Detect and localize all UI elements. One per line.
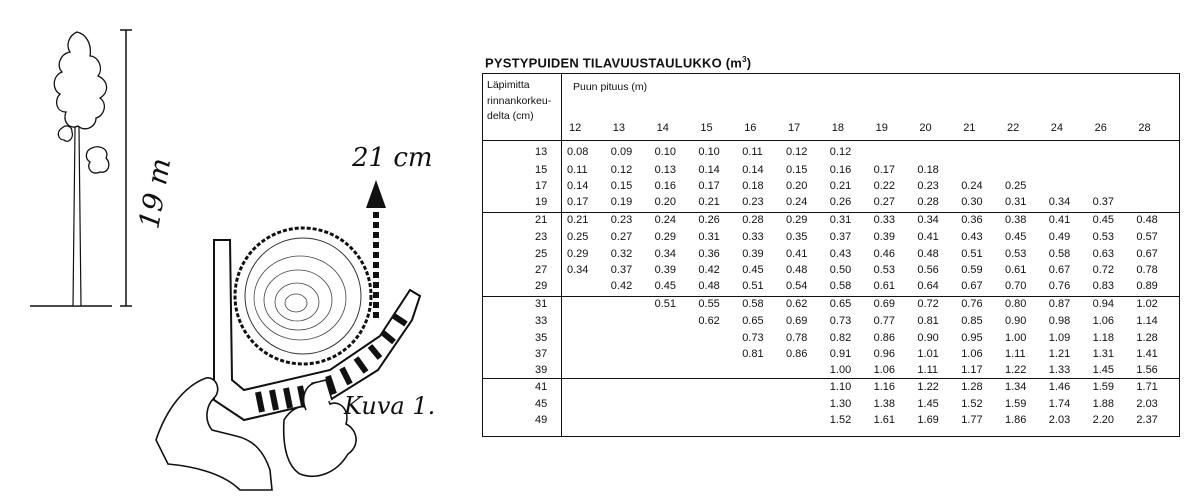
volume-cell: 0.53	[1005, 248, 1027, 260]
volume-cell: 1.14	[1136, 315, 1158, 327]
volume-cell: 0.70	[1005, 280, 1027, 292]
volume-cell: 1.00	[829, 364, 852, 376]
diameter-row-label: 49	[535, 414, 548, 426]
volume-cell: 0.25	[567, 231, 589, 243]
volume-cell: 0.31	[1005, 196, 1027, 208]
volume-cell: 0.26	[829, 196, 852, 208]
volume-cell: 0.34	[654, 248, 677, 260]
volume-cell: 0.23	[917, 180, 939, 192]
volume-cell: 0.14	[567, 180, 589, 192]
volume-cell: 1.52	[829, 414, 852, 426]
volume-cell: 0.43	[829, 248, 852, 260]
length-column-header: 13	[612, 122, 626, 134]
volume-cell: 0.87	[1048, 298, 1071, 310]
volume-cell: 0.24	[786, 196, 808, 208]
log-cross-section-icon	[235, 228, 371, 364]
volume-cell: 0.72	[917, 298, 939, 310]
volume-cell: 0.76	[961, 298, 983, 310]
volume-cell: 0.25	[1005, 180, 1027, 192]
volume-cell: 0.21	[829, 180, 852, 192]
volume-cell: 0.19	[610, 196, 633, 208]
diameter-row-label: 31	[535, 298, 548, 310]
volume-cell: 0.63	[1092, 248, 1115, 260]
volume-cell: 0.65	[829, 298, 852, 310]
volume-cell: 0.77	[873, 315, 896, 327]
volume-cell: 1.16	[873, 381, 896, 393]
volume-cell: 0.22	[873, 180, 896, 192]
volume-cell: 0.45	[654, 280, 677, 292]
volume-cell: 1.22	[1005, 364, 1027, 376]
volume-cell: 0.69	[873, 298, 896, 310]
volume-cell: 2.03	[1136, 398, 1158, 410]
volume-cell: 1.06	[1092, 315, 1115, 327]
volume-cell: 0.33	[742, 231, 764, 243]
length-column-header: 28	[1138, 122, 1151, 134]
volume-cell: 0.89	[1136, 280, 1158, 292]
volume-cell: 1.77	[961, 414, 983, 426]
volume-cell: 0.58	[742, 298, 764, 310]
volume-cell: 0.35	[786, 231, 808, 243]
volume-cell: 1.11	[1005, 348, 1026, 360]
volume-cell: 0.53	[873, 264, 896, 276]
volume-cell: 0.41	[786, 248, 808, 260]
volume-cell: 1.30	[829, 398, 852, 410]
diameter-label: 21 cm	[352, 143, 433, 173]
length-column-header: 24	[1050, 122, 1064, 134]
volume-cell: 0.34	[1048, 196, 1071, 208]
length-column-header: 12	[569, 122, 582, 134]
volume-cell: 1.41	[1136, 348, 1158, 360]
diameter-row-label: 15	[535, 164, 548, 176]
volume-cell: 0.65	[742, 315, 764, 327]
volume-cell: 0.39	[654, 264, 677, 276]
volume-cell: 1.59	[1005, 398, 1027, 410]
diameter-row-label: 21	[535, 214, 548, 226]
length-column-header: 19	[875, 122, 888, 134]
diameter-row-label: 23	[535, 231, 548, 243]
volume-cell: 1.00	[1005, 332, 1027, 344]
volume-cell: 2.20	[1092, 414, 1115, 426]
volume-cell: 0.33	[873, 214, 896, 226]
volume-cell: 1.38	[873, 398, 896, 410]
diameter-header: Läpimitta rinnankorkeu- delta (cm)	[487, 79, 552, 122]
volume-cell: 0.81	[742, 348, 764, 360]
volume-cell: 0.54	[786, 280, 808, 292]
volume-cell: 1.10	[829, 381, 852, 393]
volume-cell: 0.45	[742, 264, 764, 276]
volume-cell: 0.58	[1048, 248, 1071, 260]
volume-cell: 0.42	[698, 264, 720, 276]
volume-cell: 0.55	[698, 298, 720, 310]
volume-cell: 0.48	[698, 280, 720, 292]
volume-cell: 0.24	[961, 180, 983, 192]
volume-cell: 1.02	[1136, 298, 1158, 310]
volume-cell: 0.15	[786, 164, 808, 176]
volume-cell: 0.10	[654, 146, 677, 158]
volume-cell: 0.90	[917, 332, 939, 344]
volume-cell: 0.41	[917, 231, 939, 243]
volume-cell: 0.80	[1005, 298, 1027, 310]
volume-cell: 0.16	[654, 180, 677, 192]
volume-cell: 0.76	[1048, 280, 1071, 292]
diameter-row-label: 39	[535, 364, 548, 376]
figure-caption: Kuva 1.	[344, 392, 436, 420]
volume-table	[482, 73, 1180, 437]
volume-cell: 0.62	[786, 298, 808, 310]
volume-cell: 2.37	[1136, 414, 1158, 426]
diameter-row-label: 35	[535, 332, 548, 344]
volume-cell: 0.17	[567, 196, 589, 208]
volume-cell: 1.17	[961, 364, 983, 376]
volume-cell: 0.98	[1048, 315, 1071, 327]
volume-cell: 0.41	[1048, 214, 1071, 226]
volume-cell: 0.13	[654, 164, 677, 176]
volume-cell: 1.21	[1048, 348, 1071, 360]
tree-measurement-illustration	[0, 0, 470, 504]
volume-cell: 0.49	[1048, 231, 1071, 243]
volume-cell: 1.34	[1005, 381, 1027, 393]
volume-cell: 0.17	[698, 180, 720, 192]
volume-cell: 0.11	[742, 146, 763, 158]
volume-cell: 0.08	[567, 146, 589, 158]
volume-cell: 0.83	[1092, 280, 1115, 292]
length-column-header: 15	[700, 122, 713, 134]
diameter-row-label: 13	[535, 146, 548, 158]
volume-cell: 0.21	[698, 196, 720, 208]
volume-cell: 0.69	[786, 315, 808, 327]
volume-cell: 0.67	[961, 280, 983, 292]
volume-cell: 0.73	[742, 332, 764, 344]
length-column-header: 22	[1007, 122, 1020, 134]
diameter-row-label: 37	[535, 348, 548, 360]
length-column-header: 14	[656, 122, 669, 134]
diameter-row-label: 41	[535, 381, 548, 393]
volume-cell: 0.29	[567, 248, 589, 260]
volume-cell: 0.24	[654, 214, 677, 226]
volume-cell: 0.18	[742, 180, 764, 192]
volume-cell: 0.23	[742, 196, 764, 208]
volume-cell: 0.28	[742, 214, 764, 226]
volume-cell: 0.28	[917, 196, 939, 208]
diameter-row-label: 25	[535, 248, 548, 260]
volume-cell: 0.10	[698, 146, 720, 158]
volume-cell: 0.59	[961, 264, 983, 276]
volume-cell: 0.26	[698, 214, 720, 226]
volume-cell: 0.34	[567, 264, 589, 276]
volume-cell: 0.86	[873, 332, 896, 344]
volume-cell: 1.86	[1005, 414, 1027, 426]
volume-cell: 1.74	[1048, 398, 1071, 410]
volume-cell: 1.69	[917, 414, 939, 426]
volume-cell: 0.42	[610, 280, 633, 292]
volume-cell: 0.14	[698, 164, 720, 176]
volume-cell: 0.34	[917, 214, 939, 226]
volume-cell: 0.91	[829, 348, 852, 360]
volume-cell: 0.51	[961, 248, 983, 260]
volume-cell: 1.18	[1092, 332, 1115, 344]
volume-cell: 1.88	[1092, 398, 1115, 410]
volume-cell: 0.32	[610, 248, 633, 260]
volume-cell: 1.06	[961, 348, 983, 360]
volume-cell: 1.56	[1136, 364, 1158, 376]
volume-cell: 0.67	[1136, 248, 1158, 260]
volume-cell: 1.09	[1048, 332, 1071, 344]
volume-cell: 0.39	[742, 248, 764, 260]
volume-cell: 0.78	[1136, 264, 1158, 276]
volume-cell: 0.45	[1092, 214, 1115, 226]
volume-cell: 1.06	[873, 364, 896, 376]
volume-cell: 0.62	[698, 315, 720, 327]
volume-cell: 0.81	[917, 315, 939, 327]
volume-cell: 1.46	[1048, 381, 1071, 393]
volume-cell: 0.45	[1005, 231, 1027, 243]
volume-cell: 0.12	[610, 164, 633, 176]
volume-cell: 1.52	[961, 398, 983, 410]
table-title: PYSTYPUIDEN TILAVUUSTAULUKKO $(m^3)$	[485, 55, 752, 71]
volume-cell: 1.45	[1092, 364, 1115, 376]
volume-cell: 0.30	[961, 196, 983, 208]
length-column-header: 26	[1094, 122, 1107, 134]
volume-cell: 0.72	[1092, 264, 1115, 276]
volume-cell: 0.11	[567, 164, 588, 176]
volume-cell: 0.64	[917, 280, 939, 292]
volume-cell: 0.29	[654, 231, 677, 243]
volume-cell: 0.14	[742, 164, 764, 176]
volume-cell: 0.85	[961, 315, 983, 327]
volume-cell: 0.20	[786, 180, 808, 192]
volume-cell: 0.51	[654, 298, 677, 310]
volume-cell: 0.94	[1092, 298, 1115, 310]
length-column-header: 21	[963, 122, 976, 134]
volume-cell: 0.39	[873, 231, 896, 243]
volume-cell: 0.37	[610, 264, 633, 276]
length-header: Puun pituus (m)	[573, 81, 648, 93]
volume-cell: 0.56	[917, 264, 939, 276]
volume-cell: 0.27	[610, 231, 633, 243]
volume-cell: 0.12	[786, 146, 808, 158]
volume-cell: 1.59	[1092, 381, 1115, 393]
diameter-row-label: 19	[535, 196, 548, 208]
volume-cell: 0.95	[961, 332, 983, 344]
volume-cell: 0.48	[786, 264, 808, 276]
volume-cell: 1.22	[917, 381, 939, 393]
volume-cell: 0.82	[829, 332, 852, 344]
volume-cell: 0.48	[917, 248, 939, 260]
diameter-row-label: 45	[535, 398, 548, 410]
volume-cell: 0.57	[1136, 231, 1158, 243]
volume-cell: 0.58	[829, 280, 852, 292]
volume-cell: 1.71	[1136, 381, 1158, 393]
length-column-header: 20	[919, 122, 932, 134]
volume-cell: 1.11	[917, 364, 938, 376]
diameter-row-label: 29	[535, 280, 548, 292]
diameter-row-label: 33	[535, 315, 548, 327]
volume-cell: 0.37	[829, 231, 852, 243]
volume-cell: 0.18	[917, 164, 939, 176]
volume-cell: 0.16	[829, 164, 852, 176]
volume-cell: 0.86	[786, 348, 808, 360]
volume-cell: 0.17	[873, 164, 896, 176]
volume-cell: 1.28	[1136, 332, 1158, 344]
volume-cell: 1.45	[917, 398, 939, 410]
diameter-row-label: 17	[535, 180, 548, 192]
volume-cell: 0.36	[698, 248, 720, 260]
volume-cell: 0.96	[873, 348, 896, 360]
volume-cell: 0.31	[698, 231, 720, 243]
volume-cell: 0.20	[654, 196, 677, 208]
volume-cell: 0.15	[610, 180, 633, 192]
volume-cell: 0.12	[829, 146, 852, 158]
length-column-header: 18	[831, 122, 845, 134]
volume-cell: 0.29	[786, 214, 808, 226]
length-column-header: 16	[744, 122, 757, 134]
volume-cell: 0.09	[610, 146, 633, 158]
volume-cell: 0.51	[742, 280, 764, 292]
tree-crown-icon	[54, 32, 109, 173]
volume-cell: 0.27	[873, 196, 896, 208]
volume-cell: 1.01	[917, 348, 939, 360]
volume-cell: 1.31	[1092, 348, 1115, 360]
volume-cell: 0.78	[786, 332, 808, 344]
volume-cell: 0.90	[1005, 315, 1027, 327]
volume-cell: 0.53	[1092, 231, 1115, 243]
diameter-row-label: 27	[535, 264, 548, 276]
volume-cell: 0.73	[829, 315, 852, 327]
volume-cell: 0.38	[1005, 214, 1027, 226]
volume-cell: 0.61	[1005, 264, 1027, 276]
volume-cell: 0.36	[961, 214, 983, 226]
volume-cell: 1.28	[961, 381, 983, 393]
volume-cell: 0.50	[829, 264, 852, 276]
length-column-header: 17	[788, 122, 801, 134]
volume-cell: 2.03	[1048, 414, 1071, 426]
volume-cell: 0.46	[873, 248, 896, 260]
volume-cell: 0.61	[873, 280, 896, 292]
volume-cell: 0.23	[610, 214, 633, 226]
volume-cell: 0.31	[829, 214, 852, 226]
volume-cell: 0.37	[1092, 196, 1115, 208]
volume-cell: 0.48	[1136, 214, 1158, 226]
volume-cell: 0.43	[961, 231, 983, 243]
height-label: 19 m	[132, 155, 178, 232]
volume-cell: 0.21	[567, 214, 589, 226]
volume-cell: 0.67	[1048, 264, 1071, 276]
volume-cell: 1.33	[1048, 364, 1071, 376]
volume-cell: 1.61	[873, 414, 896, 426]
